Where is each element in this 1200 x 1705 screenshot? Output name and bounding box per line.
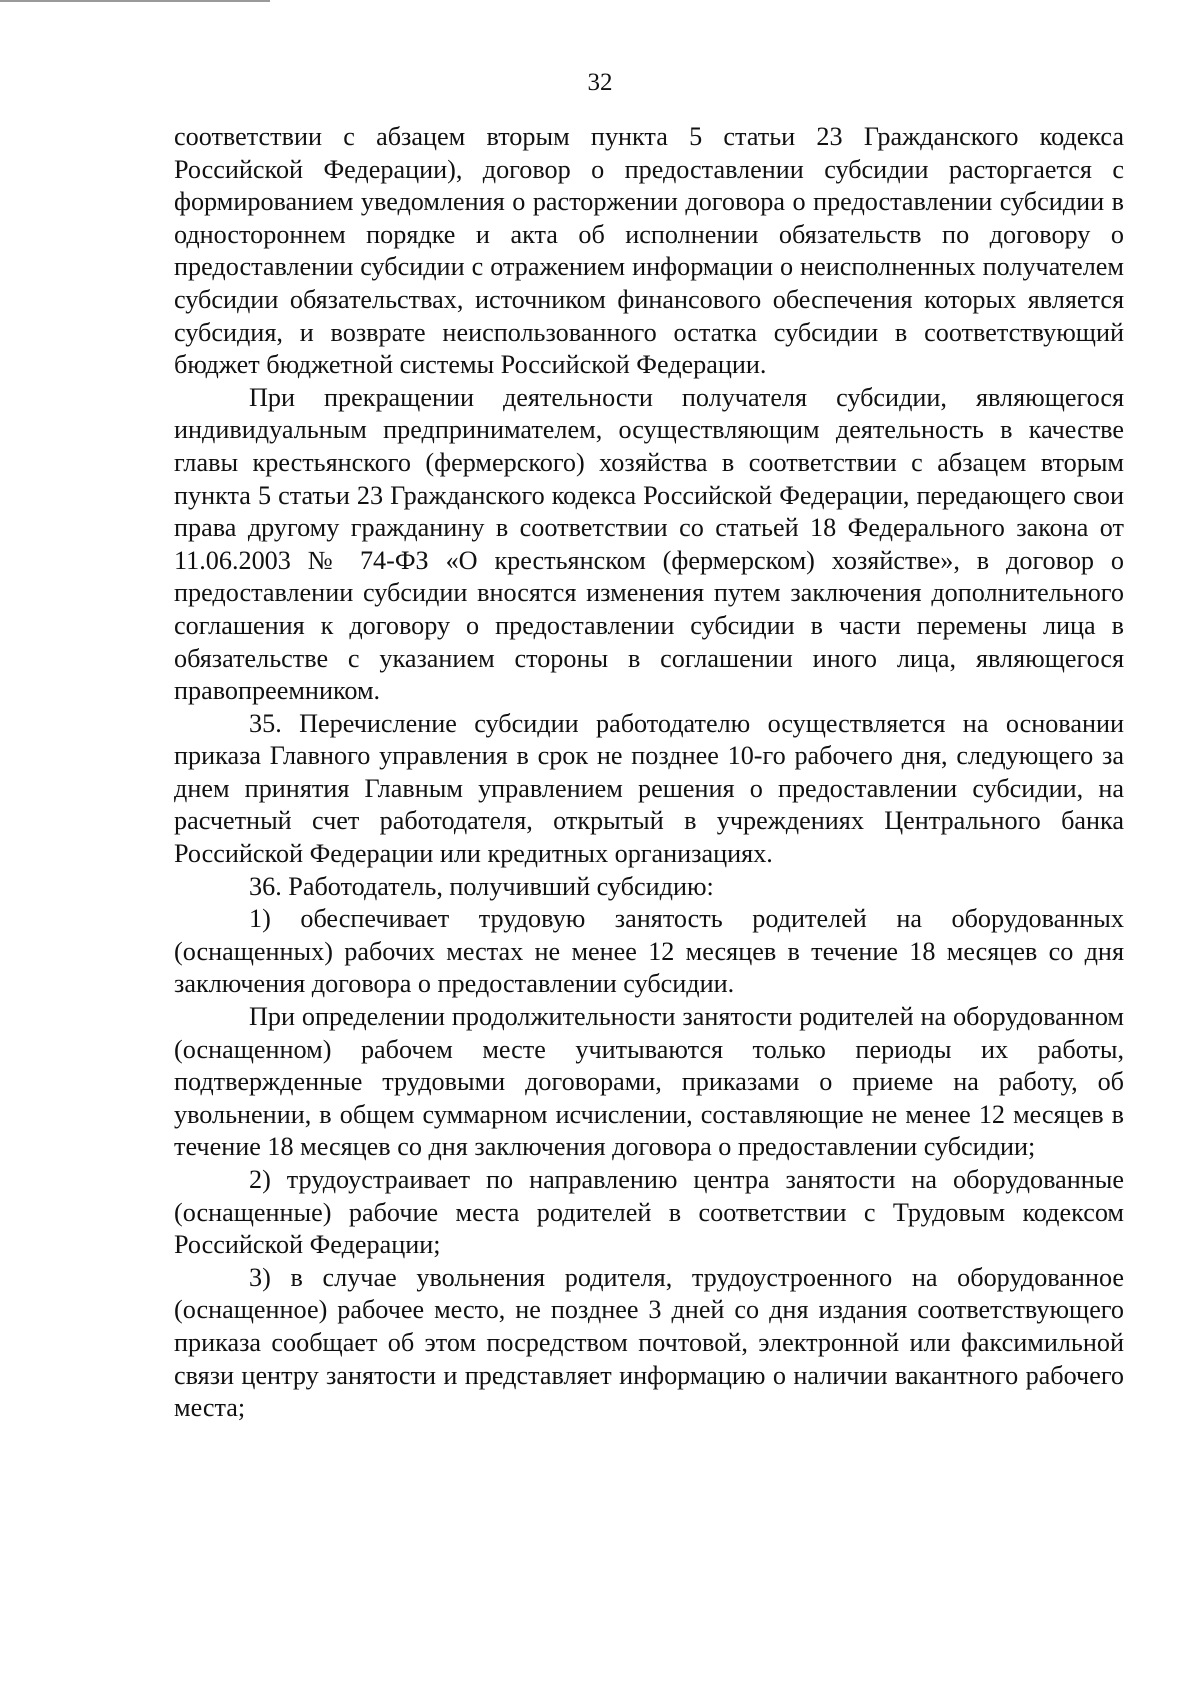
paragraph-6: При определении продолжительности занятости родителей на оборудованном (оснащенном) рабочем месте учитываются только периоды их работы, подтвержденные трудовыми договорами, приказами о приеме на работу, об увольнении, в общем суммарном исчислении, составляющие не менее 12 месяцев в течение 18 месяцев со дня заключения договора о предоставлении субсидии; (174, 1002, 1124, 1162)
paragraph-8: 3) в случае увольнения родителя, трудоустроенного на оборудованное (оснащенное) рабочее место, не позднее 3 дней со дня издания соответствующего приказа сообщает об этом посредством почтовой, электронной или факсимильной связи центру занятости и представляет информацию о наличии вакантного рабочего места; (174, 1262, 1124, 1423)
page-number: 32 (587, 69, 613, 96)
scan-edge-line (0, 0, 270, 2)
document-body (174, 121, 1124, 1425)
paragraph-5: 1) обеспечивает трудовую занятость родителей на оборудованных (оснащенных) рабочих местах не менее 12 месяцев в течение 18 месяцев со дня заключения договора о предоставлении субсидии. (174, 904, 1124, 999)
paragraph-2: При прекращении деятельности получателя субсидии, являющегося индивидуальным предпринимателем, осуществляющим деятельность в качестве главы крестьянского (фермерского) хозяйства в соответствии с абзацем вторым пункта 5 статьи 23 Гражданского кодекса Российской Федерации, передающего свои права другому гражданину в соответствии со статьей 18 Федерального закона от 11.06.2003 № 74-ФЗ «О крестьянском (фермерском) хозяйстве», в договор о предоставлении субсидии вносятся изменения путем заключения дополнительного соглашения к договору о предоставлении субсидии в части перемены лица в обязательстве с указанием стороны в соглашении иного лица, являющегося правопреемником. (174, 382, 1124, 706)
paragraph-3: 35. Перечисление субсидии работодателю осуществляется на основании приказа Главного управления в срок не позднее 10-го рабочего дня, следующего за днем принятия Главным управлением решения о предоставлении субсидии, на расчетный счет работодателя, открытый в учреждениях Центрального банка Российской Федерации или кредитных организациях. (174, 708, 1124, 869)
paragraph-4: 36. Работодатель, получивший субсидию: (249, 871, 714, 901)
paragraph-1: соответствии с абзацем вторым пункта 5 статьи 23 Гражданского кодекса Российской Федерации), договор о предоставлении субсидии расторгается с формированием уведомления о расторжении договора о предоставлении субсидии в одностороннем порядке и акта об исполнении обязательств по договору о предоставлении субсидии с отражением информации о неисполненных получателем субсидии обязательствах, источником финансового обеспечения которых является субсидия, и возврате неиспользованного остатка субсидии в соответствующий бюджет бюджетной системы Российской Федерации. (174, 122, 1124, 380)
paragraph-7: 2) трудоустраивает по направлению центра занятости на оборудованные (оснащенные) рабочие места родителей в соответствии с Трудовым кодексом Российской Федерации; (174, 1165, 1124, 1260)
